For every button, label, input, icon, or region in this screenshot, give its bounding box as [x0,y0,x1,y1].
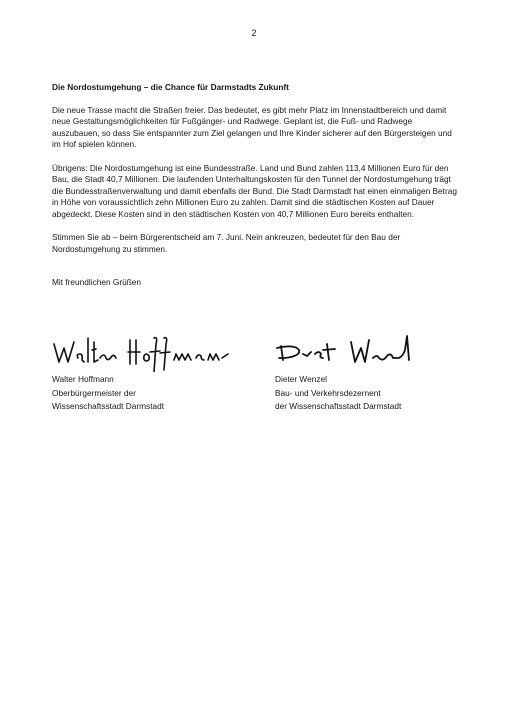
signatory-title-left-2: Wissenschaftsstadt Darmstadt [52,401,165,412]
signatory-name-right: Dieter Wenzel [275,374,327,384]
letter-body [52,82,462,301]
paragraph-3: Stimmen Sie ab – beim Bürgerentscheid am 7. Juni. Nein ankreuzen, bedeutet für den Bau der Nordostumgehung zu stimmen. [52,232,401,254]
signatory-name-left: Walter Hoffmann [52,374,114,384]
signatory-title-right-2: der Wissenschaftsstadt Darmstadt [275,401,402,412]
handwritten-signature-left [52,332,232,372]
signatory-title-right-1: Bau- und Verkehrsdezernent [275,387,381,398]
page-number: 2 [251,28,257,38]
signatory-title-left-1: Oberbürgermeister der [52,387,136,398]
paragraph-2: Übrigens: Die Nordostumgehung ist eine Bundesstraße. Land und Bund zahlen 113,4 Millionen Euro für den Bau, die Stadt 40,7 Millionen. Die laufenden Unterhaltungskosten für den Tunnel der Nordostumgehung trägt die Bundesstraßenverwaltung und damit ebenfalls der Bund. Die Stadt Darmstadt hat einen einmaligen Betrag in Höhe von voraussichtlich zehn Millionen Euro zu zahlen. Damit sind die städtischen Kosten auf Dauer abgedeckt. Diese Kosten sind in den städtischen Kosten von 40,7 Millionen Euro bereits enthalten. [52,162,457,219]
signature-block-right [275,332,475,413]
paragraph-1: Die neue Trasse macht die Straßen freier. Das bedeutet, es gibt mehr Platz im Innenstadtbereich und damit neue Gestaltungsmöglichkeiten für Fußgänger- und Radwege. Geplant ist, die Fuß- und Radwege auszubauen, so dass Sie entspannter zum Ziel gelangen und Ihre Kinder sicherer auf den Bürgersteigen und im Hof spielen können. [52,104,452,150]
signature-block-left [52,332,242,413]
letter-heading: Die Nordostumgehung – die Chance für Darmstadts Zukunft [52,82,289,92]
handwritten-signature-right [275,332,425,372]
closing-greeting: Mit freundlichen Grüßen [52,277,142,288]
